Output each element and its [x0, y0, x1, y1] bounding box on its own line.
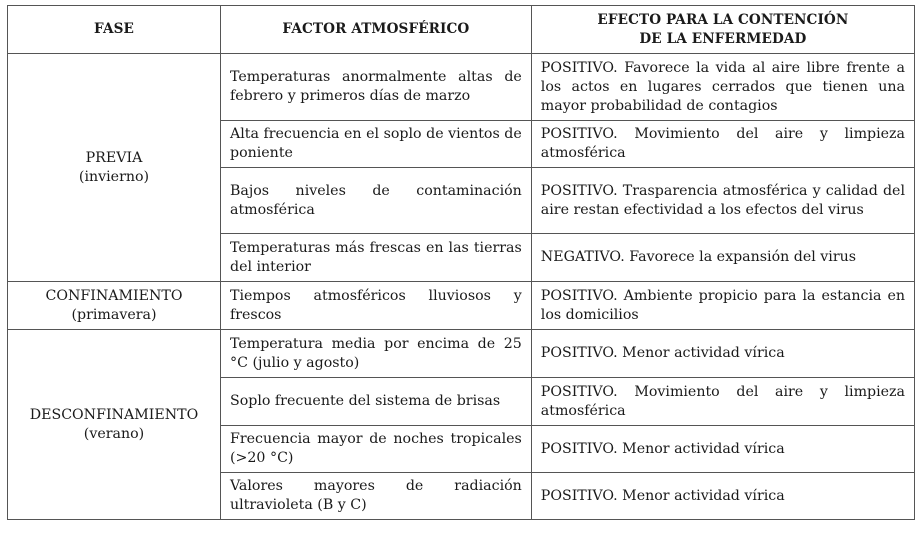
phase-season: (primavera) — [71, 306, 157, 323]
effect-cell: POSITIVO. Trasparencia atmosférica y calidad del aire restan efectividad a los efectos del virus — [531, 168, 914, 234]
factor-cell: Temperaturas anormalmente altas de febrero y primeros días de marzo — [220, 54, 531, 121]
phase-cell-desconfinamiento — [8, 330, 221, 520]
factor-cell: Valores mayores de radiación ultravioleta (B y C) — [220, 473, 531, 520]
effect-cell: POSITIVO. Menor actividad vírica — [531, 426, 914, 473]
factor-cell: Temperatura media por encima de 25 °C (julio y agosto) — [220, 330, 531, 378]
table-row — [8, 54, 915, 121]
effect-cell: NEGATIVO. Favorece la expansión del virus — [531, 234, 914, 282]
effect-cell: POSITIVO. Favorece la vida al aire libre frente a los actos en lugares cerrados que tienen una mayor probabilidad de contagios — [531, 54, 914, 121]
effect-cell: POSITIVO. Movimiento del aire y limpieza atmosférica — [531, 378, 914, 426]
factor-cell: Frecuencia mayor de noches tropicales (>20 °C) — [220, 426, 531, 473]
climate-factors-table — [7, 5, 915, 520]
table-row — [8, 330, 915, 378]
phase-name: CONFINAMIENTO — [45, 287, 183, 304]
effect-cell: POSITIVO. Ambiente propicio para la estancia en los domicilios — [531, 282, 914, 330]
factor-cell: Temperaturas más frescas en las tierras del interior — [220, 234, 531, 282]
table-row — [8, 282, 915, 330]
phase-cell-previa — [8, 54, 221, 282]
factor-cell: Alta frecuencia en el soplo de vientos de poniente — [220, 121, 531, 168]
factor-cell: Soplo frecuente del sistema de brisas — [220, 378, 531, 426]
factor-cell: Bajos niveles de contaminación atmosférica — [220, 168, 531, 234]
phase-name: PREVIA — [85, 149, 143, 166]
effect-cell: POSITIVO. Movimiento del aire y limpieza atmosférica — [531, 121, 914, 168]
factor-cell: Tiempos atmosféricos lluviosos y frescos — [220, 282, 531, 330]
header-efecto — [531, 6, 914, 54]
phase-cell-confinamiento — [8, 282, 221, 330]
effect-cell: POSITIVO. Menor actividad vírica — [531, 473, 914, 520]
phase-name: DESCONFINAMIENTO — [29, 406, 199, 423]
header-row — [8, 6, 915, 54]
header-efecto-line2: DE LA ENFERMEDAD — [639, 30, 807, 47]
header-factor: FACTOR ATMOSFÉRICO — [220, 6, 531, 54]
header-efecto-line1: EFECTO PARA LA CONTENCIÓN — [597, 11, 849, 28]
phase-season: (invierno) — [78, 168, 150, 185]
phase-season: (verano) — [83, 425, 145, 442]
header-fase: FASE — [8, 6, 221, 54]
effect-cell: POSITIVO. Menor actividad vírica — [531, 330, 914, 378]
